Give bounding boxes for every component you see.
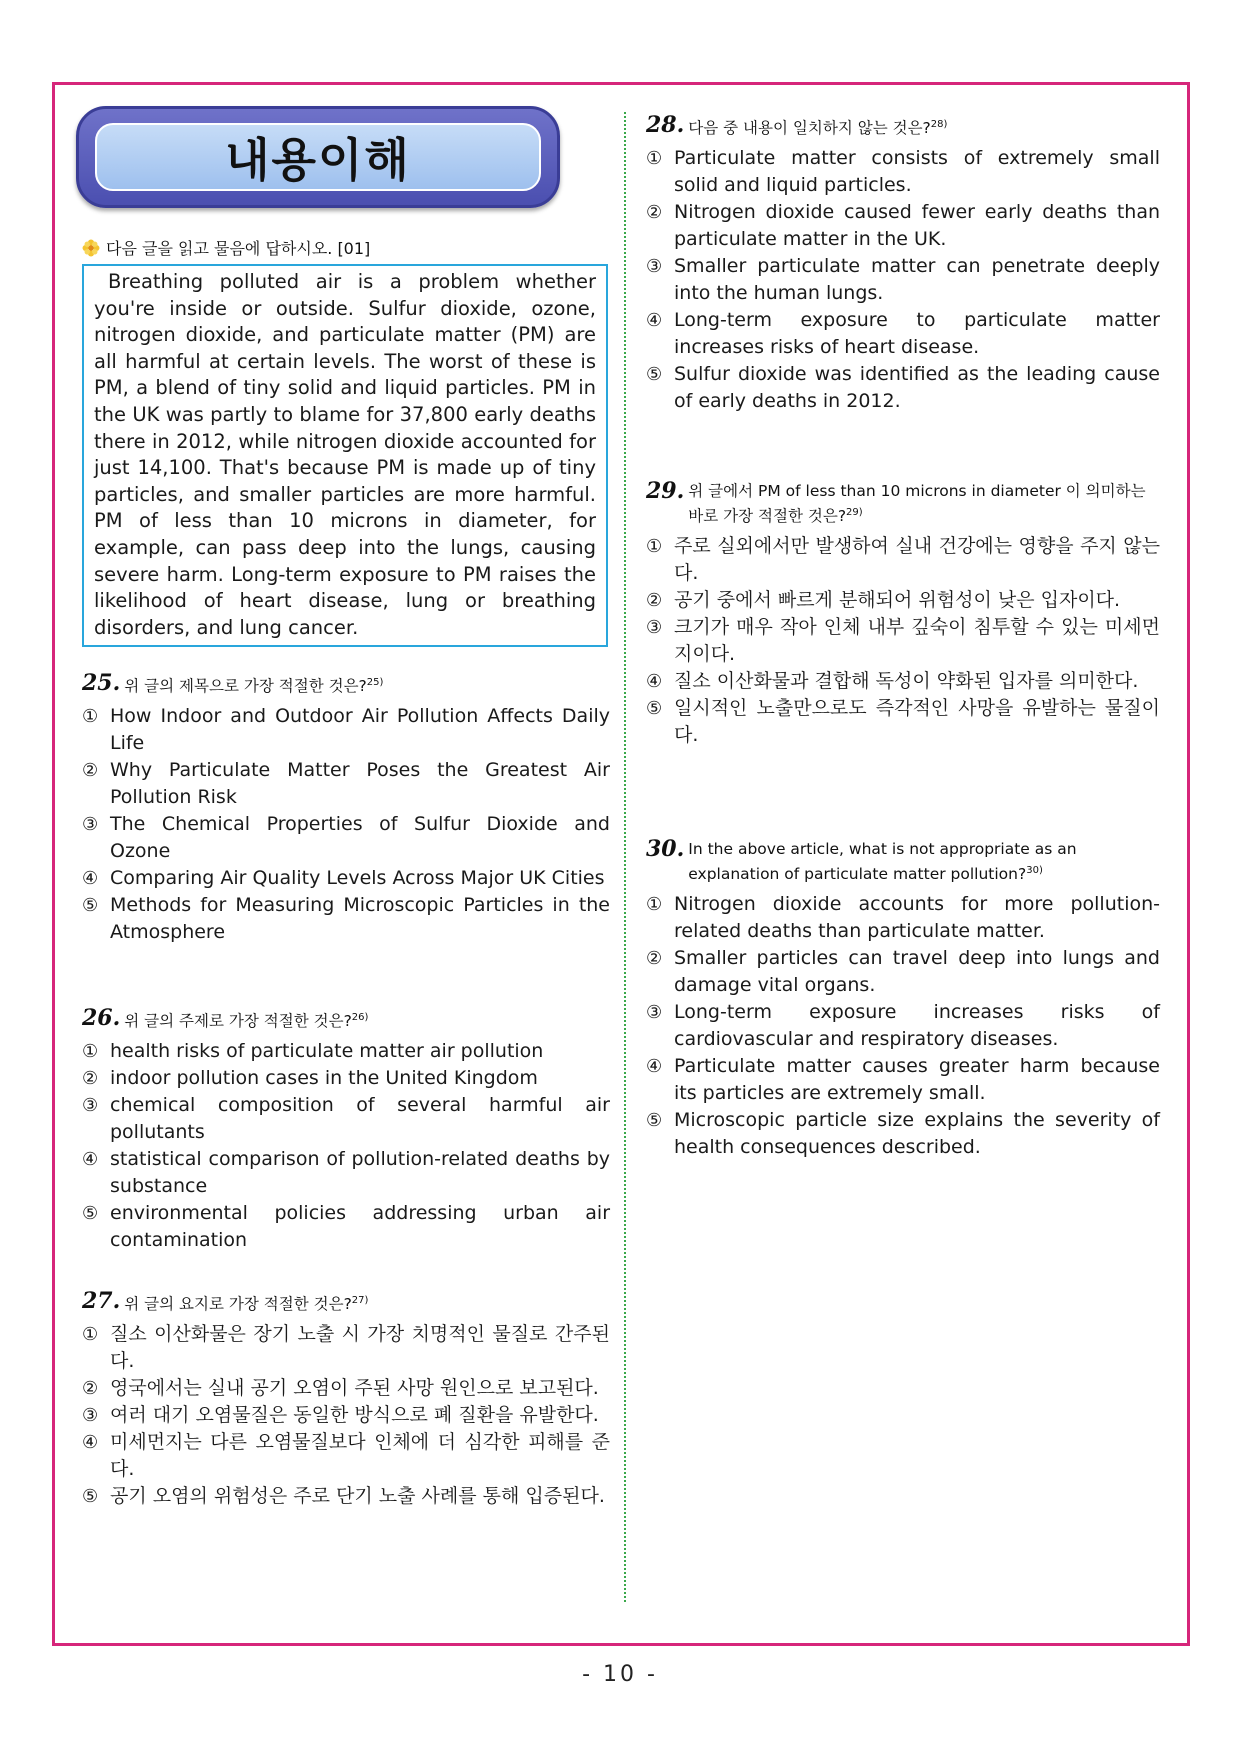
option-text: Methods for Measuring Microscopic Particles in the Atmosphere	[110, 894, 610, 944]
option-4[interactable]	[646, 668, 1160, 695]
prompt-text: 위 글의 주제로 가장 적절한 것은?	[124, 1012, 352, 1031]
question-number: 26.	[82, 1005, 121, 1031]
option-mark: ⑤	[646, 1110, 663, 1132]
footnote-ref: 25)	[366, 677, 384, 688]
option-mark: ⑤	[82, 1486, 99, 1508]
question-25	[82, 672, 610, 946]
option-mark: ④	[82, 1149, 99, 1171]
option-text: Why Particulate Matter Poses the Greatest Air Pollution Risk	[110, 759, 610, 809]
option-4[interactable]	[82, 1429, 610, 1483]
question-30	[646, 838, 1160, 1161]
option-5[interactable]	[646, 1107, 1160, 1161]
question-prompt	[688, 480, 1160, 527]
question-prompt	[688, 838, 1160, 885]
question-number: 27.	[82, 1288, 121, 1314]
option-mark: ②	[82, 1068, 99, 1090]
option-text: 여러 대기 오염물질은 동일한 방식으로 폐 질환을 유발한다.	[110, 1404, 599, 1427]
page-number: - 10 -	[582, 1662, 658, 1687]
column-divider	[624, 112, 626, 1602]
option-5[interactable]	[646, 695, 1160, 749]
option-mark: ④	[82, 1432, 99, 1454]
option-mark: ②	[82, 1378, 99, 1400]
instruction-line	[82, 236, 370, 259]
question-header	[646, 480, 1160, 527]
question-header	[646, 114, 1160, 139]
option-mark: ②	[646, 590, 663, 612]
option-mark: ⑤	[646, 698, 663, 720]
option-mark: ①	[646, 148, 663, 170]
option-mark: ②	[646, 202, 663, 224]
option-1[interactable]	[82, 1038, 610, 1065]
prompt-text: 위 글에서 PM of less than 10 microns in diameter 이 의미하는 바로 가장 적절한 것은?	[688, 482, 1146, 526]
option-text: Particulate matter consists of extremely small solid and liquid particles.	[674, 147, 1160, 197]
option-4[interactable]	[646, 1053, 1160, 1107]
prompt-text: 다음 중 내용이 일치하지 않는 것은?	[688, 119, 931, 138]
option-text: 공기 중에서 빠르게 분해되어 위험성이 낮은 입자이다.	[674, 589, 1121, 612]
question-26	[82, 1007, 610, 1254]
option-2[interactable]	[646, 945, 1160, 999]
question-header	[82, 1290, 610, 1315]
option-2[interactable]	[82, 1375, 610, 1402]
option-list	[646, 533, 1160, 749]
option-text: Smaller particulate matter can penetrate deeply into the human lungs.	[674, 255, 1160, 305]
option-text: 질소 이산화물은 장기 노출 시 가장 치명적인 물질로 간주된다.	[110, 1323, 610, 1373]
option-text: 일시적인 노출만으로도 즉각적인 사망을 유발하는 물질이다.	[674, 697, 1160, 747]
option-mark: ④	[82, 868, 99, 890]
option-mark: ①	[646, 536, 663, 558]
option-text: The Chemical Properties of Sulfur Dioxide and Ozone	[110, 813, 610, 863]
option-list	[646, 145, 1160, 415]
option-5[interactable]	[82, 1200, 610, 1254]
question-27	[82, 1290, 610, 1510]
option-3[interactable]	[82, 1092, 610, 1146]
question-number: 30.	[646, 836, 685, 862]
option-4[interactable]	[82, 1146, 610, 1200]
section-title: 내용이해	[225, 133, 411, 187]
option-text: Long-term exposure increases risks of cardiovascular and respiratory diseases.	[674, 1001, 1160, 1051]
option-text: 미세먼지는 다른 오염물질보다 인체에 더 심각한 피해를 준다.	[110, 1431, 610, 1481]
option-mark: ④	[646, 310, 663, 332]
option-text: chemical composition of several harmful air pollutants	[110, 1094, 610, 1144]
question-29	[646, 480, 1160, 749]
option-text: statistical comparison of pollution-related deaths by substance	[110, 1148, 610, 1198]
option-text: health risks of particulate matter air pollution	[110, 1040, 544, 1063]
section-title-inner	[95, 123, 541, 191]
flower-icon	[82, 239, 100, 257]
option-text: environmental policies addressing urban air contamination	[110, 1202, 610, 1252]
option-2[interactable]	[82, 1065, 610, 1092]
reading-passage: Breathing polluted air is a problem whether you're inside or outside. Sulfur dioxide, ozone, nitrogen dioxide, and particulate matter (PM) are all harmful at certain levels. The worst of these is PM, a blend of tiny solid and liquid particles. PM in the UK was partly to blame for 37,800 early deaths there in 2012, while nitrogen dioxide accounted for just 14,100. That's because PM is made up of tiny particles, and smaller particles are more harmful. PM of less than 10 microns in diameter, for example, can pass deep into the lungs, causing severe harm. Long-term exposure to PM raises the likelihood of heart disease, lung or breathing disorders, and lung cancer.	[82, 264, 608, 647]
option-5[interactable]	[82, 892, 610, 946]
option-1[interactable]	[82, 1321, 610, 1375]
option-mark: ④	[646, 1056, 663, 1078]
prompt-text: In the above article, what is not appropriate as an explanation of particulate matter pollution?	[688, 840, 1077, 884]
option-3[interactable]	[82, 811, 610, 865]
footnote-ref: 26)	[351, 1012, 369, 1023]
option-mark: ②	[646, 948, 663, 970]
option-text: 주로 실외에서만 발생하여 실내 건강에는 영향을 주지 않는다.	[674, 535, 1160, 585]
option-text: Long-term exposure to particulate matter increases risks of heart disease.	[674, 309, 1160, 359]
option-mark: ①	[82, 706, 99, 728]
option-text: indoor pollution cases in the United Kingdom	[110, 1067, 538, 1090]
option-3[interactable]	[646, 253, 1160, 307]
question-number: 29.	[646, 478, 685, 504]
question-number: 25.	[82, 670, 121, 696]
option-list	[82, 703, 610, 946]
question-prompt	[124, 672, 383, 697]
question-prompt	[124, 1007, 368, 1032]
option-text: 공기 오염의 위험성은 주로 단기 노출 사례를 통해 입증된다.	[110, 1485, 605, 1508]
option-4[interactable]	[82, 865, 610, 892]
option-mark: ③	[82, 814, 99, 836]
option-mark: ①	[646, 894, 663, 916]
option-text: Nitrogen dioxide accounts for more pollution-related deaths than particulate matter.	[674, 893, 1160, 943]
option-mark: ⑤	[646, 364, 663, 386]
option-text: 영국에서는 실내 공기 오염이 주된 사망 원인으로 보고된다.	[110, 1377, 599, 1400]
option-list	[82, 1038, 610, 1254]
option-5[interactable]	[82, 1483, 610, 1510]
option-text: 크기가 매우 작아 인체 내부 깊숙이 침투할 수 있는 미세먼지이다.	[674, 616, 1160, 666]
option-mark: ⑤	[82, 895, 99, 917]
footnote-ref: 30)	[1026, 865, 1043, 876]
option-1[interactable]	[646, 533, 1160, 587]
option-mark: ③	[646, 256, 663, 278]
option-text: Smaller particles can travel deep into lungs and damage vital organs.	[674, 947, 1160, 997]
option-3[interactable]	[646, 614, 1160, 668]
option-mark: ②	[82, 760, 99, 782]
footnote-ref: 27)	[351, 1295, 369, 1306]
question-prompt	[688, 114, 947, 139]
option-text: Nitrogen dioxide caused fewer early deaths than particulate matter in the UK.	[674, 201, 1160, 251]
question-header	[82, 672, 610, 697]
option-3[interactable]	[82, 1402, 610, 1429]
option-mark: ③	[646, 617, 663, 639]
option-5[interactable]	[646, 361, 1160, 415]
option-2[interactable]	[82, 757, 610, 811]
option-2[interactable]	[646, 587, 1160, 614]
option-mark: ③	[82, 1405, 99, 1427]
option-list	[646, 891, 1160, 1161]
footnote-ref: 29)	[846, 507, 863, 518]
option-mark: ①	[82, 1324, 99, 1346]
option-text: How Indoor and Outdoor Air Pollution Affects Daily Life	[110, 705, 610, 755]
instruction-text: 다음 글을 읽고 물음에 답하시오. [01]	[106, 239, 371, 258]
footnote-ref: 28)	[930, 119, 948, 130]
option-text: 질소 이산화물과 결합해 독성이 약화된 입자를 의미한다.	[674, 670, 1139, 693]
option-1[interactable]	[646, 145, 1160, 199]
prompt-text: 위 글의 요지로 가장 적절한 것은?	[124, 1295, 352, 1314]
option-text: Microscopic particle size explains the severity of health consequences described.	[674, 1109, 1160, 1159]
question-header	[646, 838, 1160, 885]
question-prompt	[124, 1290, 368, 1315]
option-mark: ①	[82, 1041, 99, 1063]
option-text: Particulate matter causes greater harm because its particles are extremely small.	[674, 1055, 1160, 1105]
question-28	[646, 114, 1160, 415]
option-2[interactable]	[646, 199, 1160, 253]
option-4[interactable]	[646, 307, 1160, 361]
section-title-banner	[76, 106, 560, 208]
option-text: Comparing Air Quality Levels Across Major UK Cities	[110, 867, 605, 890]
option-1[interactable]	[82, 703, 610, 757]
question-header	[82, 1007, 610, 1032]
option-list	[82, 1321, 610, 1510]
question-number: 28.	[646, 112, 685, 138]
option-mark: ③	[646, 1002, 663, 1024]
prompt-text: 위 글의 제목으로 가장 적절한 것은?	[124, 677, 367, 696]
option-mark: ③	[82, 1095, 99, 1117]
option-mark: ⑤	[82, 1203, 99, 1225]
option-mark: ④	[646, 671, 663, 693]
option-3[interactable]	[646, 999, 1160, 1053]
option-text: Sulfur dioxide was identified as the leading cause of early deaths in 2012.	[674, 363, 1160, 413]
option-1[interactable]	[646, 891, 1160, 945]
